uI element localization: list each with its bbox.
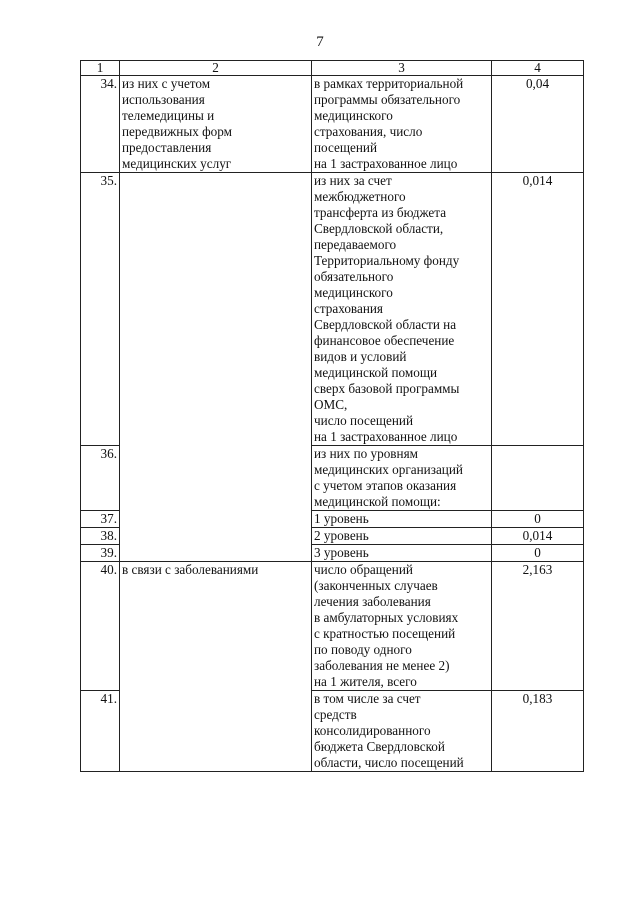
description-cell: 2 уровень xyxy=(312,528,492,545)
description-cell: 1 уровень xyxy=(312,511,492,528)
row-number: 34. xyxy=(81,76,120,173)
header-col-3: 3 xyxy=(312,61,492,76)
row-number: 41. xyxy=(81,691,120,772)
page-number: 7 xyxy=(316,34,324,50)
description-cell: число обращений (законченных случаев лечения заболевания в амбулаторных условиях с кратностью посещений по поводу одного заболевания не менее 2) на 1 жителя, всего xyxy=(312,562,492,691)
row-number: 38. xyxy=(81,528,120,545)
value-cell: 0,014 xyxy=(492,528,584,545)
value-cell: 0,183 xyxy=(492,691,584,772)
row-number: 35. xyxy=(81,173,120,446)
description-cell: из них по уровням медицинских организаций с учетом этапов оказания медицинской помощи: xyxy=(312,446,492,511)
description-cell: из них за счет межбюджетного трансферта из бюджета Свердловской области, передаваемого Территориальному фонду обязательного медицинского страхования Свердловской области на финансовое обеспечение видов и условий медицинской помощи сверх базовой программы ОМС, число посещений на 1 застрахованное лицо xyxy=(312,173,492,446)
table-header-row xyxy=(81,61,584,76)
row-number: 39. xyxy=(81,545,120,562)
row-number: 36. xyxy=(81,446,120,511)
header-col-2: 2 xyxy=(120,61,312,76)
category-cell-empty xyxy=(120,173,312,562)
row-number: 37. xyxy=(81,511,120,528)
value-cell: 2,163 xyxy=(492,562,584,691)
description-cell: в рамках территориальной программы обязательного медицинского страхования, число посещений на 1 застрахованное лицо xyxy=(312,76,492,173)
value-cell xyxy=(492,446,584,511)
row-number: 40. xyxy=(81,562,120,691)
table-row xyxy=(81,173,584,446)
value-cell: 0,04 xyxy=(492,76,584,173)
statistics-table xyxy=(80,60,584,772)
value-cell: 0,014 xyxy=(492,173,584,446)
table-row xyxy=(81,76,584,173)
description-cell: в том числе за счет средств консолидированного бюджета Свердловской области, число посещений xyxy=(312,691,492,772)
table-row xyxy=(81,562,584,691)
header-col-1: 1 xyxy=(81,61,120,76)
value-cell: 0 xyxy=(492,545,584,562)
category-cell: из них с учетом использования телемедицины и передвижных форм предоставления медицинских услуг xyxy=(120,76,312,173)
value-cell: 0 xyxy=(492,511,584,528)
description-cell: 3 уровень xyxy=(312,545,492,562)
category-cell: в связи с заболеваниями xyxy=(120,562,312,772)
header-col-4: 4 xyxy=(492,61,584,76)
